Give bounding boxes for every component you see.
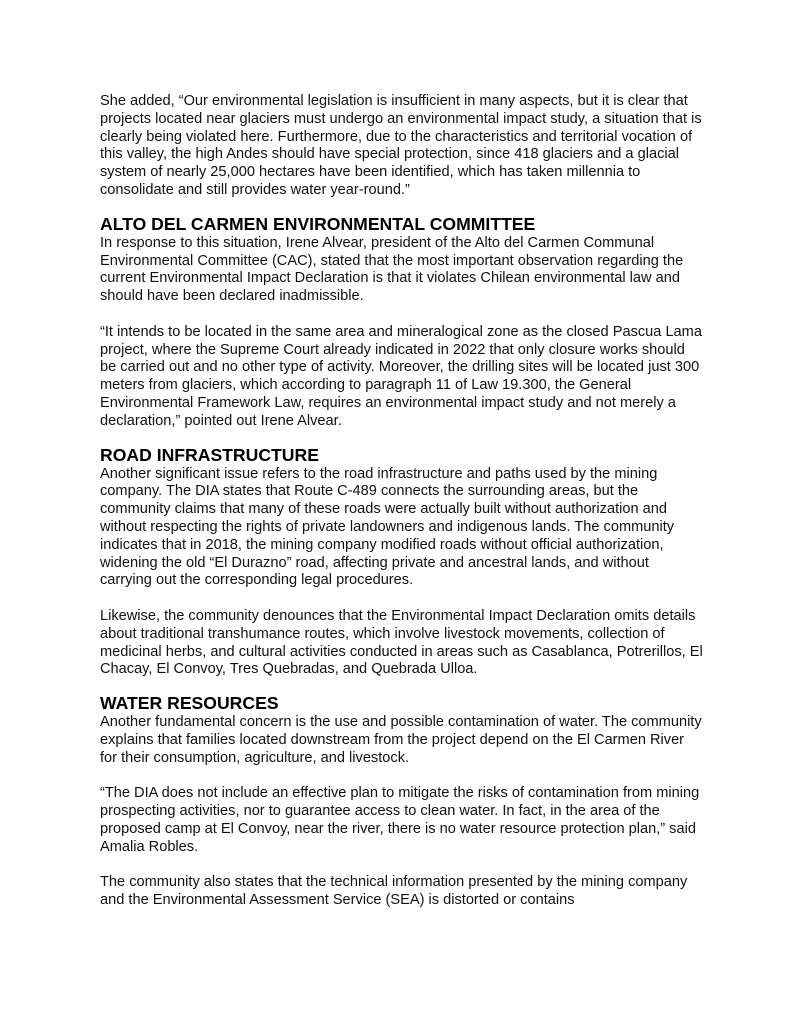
paragraph-quote-glaciers: She added, “Our environmental legislation is insufficient in many aspects, but it is clear that projects located near glaciers must undergo an environmental impact study, a situation that is clearly being violated here. Furthermore, due to the characteristics and territorial vocation of this valley, the high Andes should have special protection, since 418 glaciers and a glacial system of nearly 25,000 hectares have been identified, which has taken millennia to consolidate and still provides water year-round.” (100, 93, 702, 198)
document-page (100, 93, 704, 910)
paragraph-amalia-robles-quote: “The DIA does not include an effective plan to mitigate the risks of contamination from mining prospecting activities, nor to guarantee access to clean water. In fact, in the area of the proposed camp at El Convoy, near the river, there is no water resource protection plan,” said Amalia Robles. (100, 785, 700, 855)
paragraph-road-issue: Another significant issue refers to the road infrastructure and paths used by the mining company. The DIA states that Route C-489 connects the surrounding areas, but the community claims that many of these roads were actually built without authorization and without respecting the rights of private landowners and indigenous lands. The community indicates that in 2018, the mining company modified roads without official authorization, widening the old “El Durazno” road, affecting private and ancestral lands, and without carrying out the corresponding legal procedures. (100, 465, 675, 589)
heading-water-resources: WATER RESOURCES (100, 693, 279, 714)
paragraph-pascua-lama-quote: “It intends to be located in the same area and mineralogical zone as the closed Pascua Lama project, where the Supreme Court already indicated in 2022 that only closure works should be carried out and no other type of activity. Moreover, the drilling sites will be located just 300 meters from glaciers, which according to paragraph 11 of Law 19.300, the General Environmental Framework Law, requires an environmental impact study and not merely a declaration,” pointed out Irene Alvear. (100, 323, 702, 429)
paragraph-irene-alvear-statement: In response to this situation, Irene Alvear, president of the Alto del Carmen Communal Environmental Committee (CAC), stated that the most important observation regarding the current Environmental Impact Declaration is that it violates Chilean environmental law and should have been declared inadmissible. (100, 234, 684, 305)
heading-road-infrastructure: ROAD INFRASTRUCTURE (100, 444, 319, 465)
heading-alto-del-carmen-committee: ALTO DEL CARMEN ENVIRONMENTAL COMMITTEE (100, 213, 536, 234)
paragraph-water-concern: Another fundamental concern is the use and possible contamination of water. The community explains that families located downstream from the project depend on the El Carmen River for their consumption, agriculture, and livestock. (100, 714, 702, 766)
paragraph-transhumance-routes: Likewise, the community denounces that the Environmental Impact Declaration omits details about traditional transhumance routes, which involve livestock movements, collection of medicinal herbs, and cultural activities conducted in areas such as Casablanca, Potrerillos, El Chacay, El Convoy, Tres Quebradas, and Quebrada Ulloa. (100, 607, 703, 678)
paragraph-technical-information: The community also states that the technical information presented by the mining company and the Environmental Assessment Service (SEA) is distorted or contains (100, 874, 688, 909)
